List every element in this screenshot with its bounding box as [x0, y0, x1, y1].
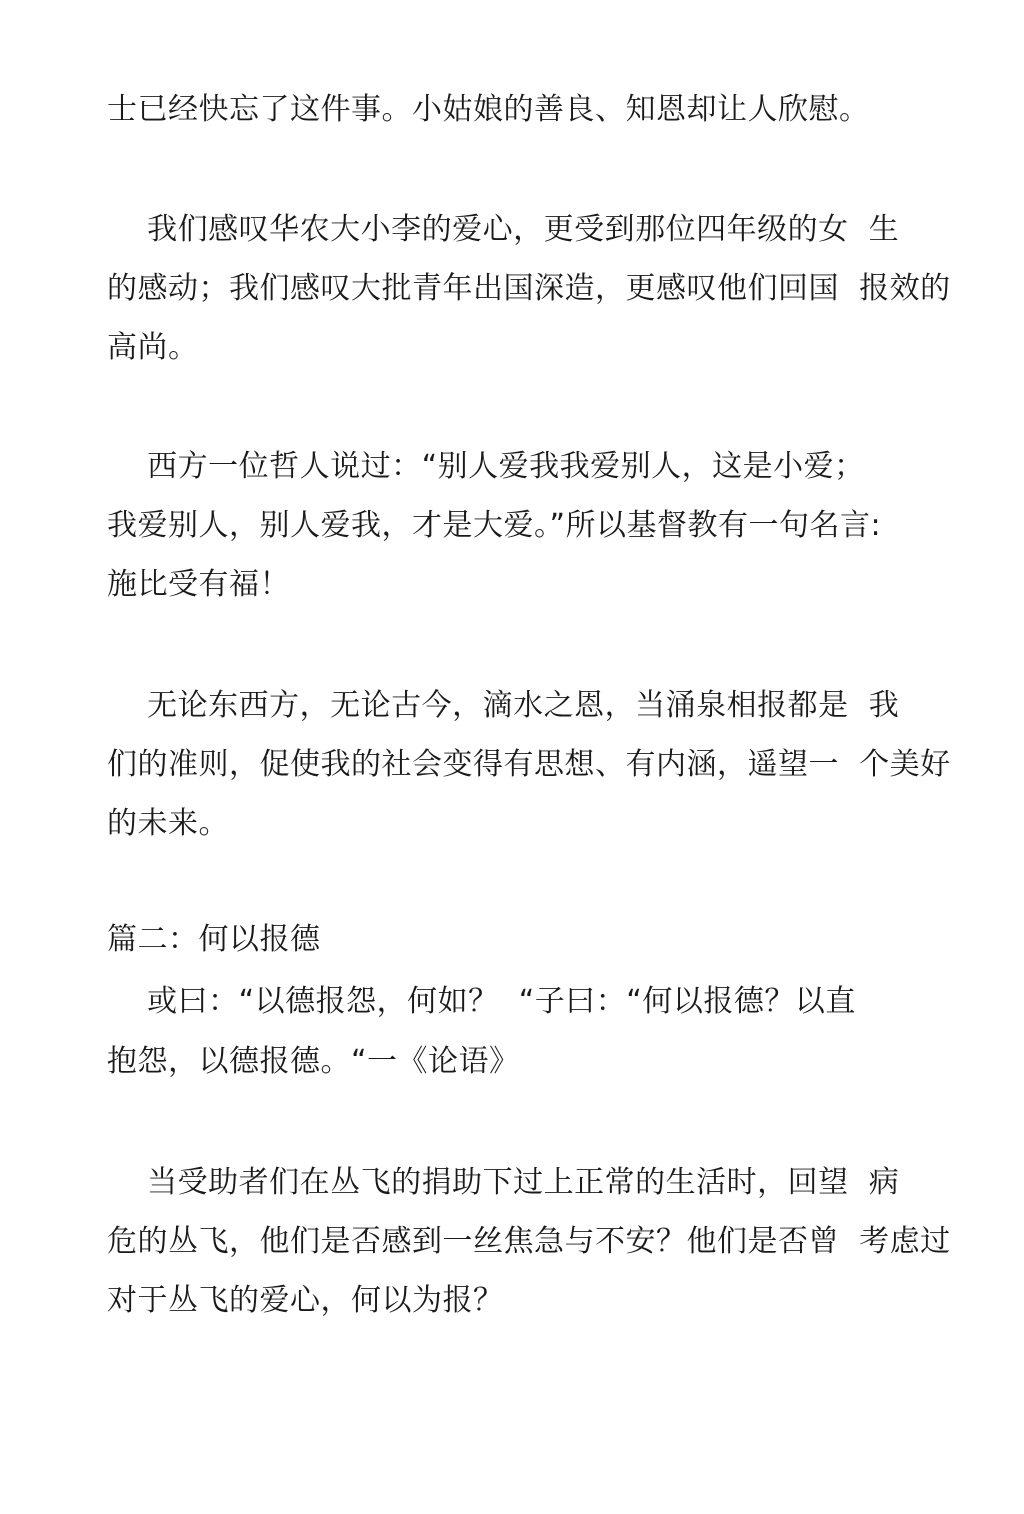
text-line: 当受助者们在丛飞的捐助下过上正常的生活时，回望 病 — [107, 1165, 900, 1200]
text-line: 抱怨，以德报德。“一《论语》 — [107, 1044, 520, 1079]
text-line: 对于丛飞的爱心，何以为报？ — [107, 1283, 504, 1318]
text-line: 施比受有福！ — [107, 567, 290, 602]
text-line: 危的丛飞，他们是否感到一丝焦急与不安？他们是否曾 考虑过 — [107, 1224, 951, 1259]
text-line: 西方一位哲人说过：“别人爱我我爱别人，这是小爱； — [107, 449, 865, 484]
text-line: 的未来。 — [107, 806, 229, 841]
text-line: 无论东西方，无论古今，滴水之恩，当涌泉相报都是 我 — [107, 688, 900, 723]
text-line: 的感动；我们感叹大批青年出国深造，更感叹他们回国 报效的 — [107, 271, 951, 306]
text-line: 士已经快忘了这件事。小姑娘的善良、知恩却让人欣慰。 — [107, 92, 870, 127]
text-line: 我爱别人，别人爱我，才是大爱。”所以基督教有一句名言: — [107, 508, 882, 543]
text-line: 或曰：“以德报怨，何如？ “子曰：“何以报德？以直 — [107, 984, 856, 1019]
text-line: 高尚。 — [107, 330, 199, 365]
text-line: 我们感叹华农大小李的爱心，更受到那位四年级的女 生 — [107, 212, 900, 247]
text-line: 们的准则，促使我的社会变得有思想、有内涵，遥望一 个美好 — [107, 747, 951, 782]
section-heading: 篇二：何以报德 — [107, 922, 321, 957]
